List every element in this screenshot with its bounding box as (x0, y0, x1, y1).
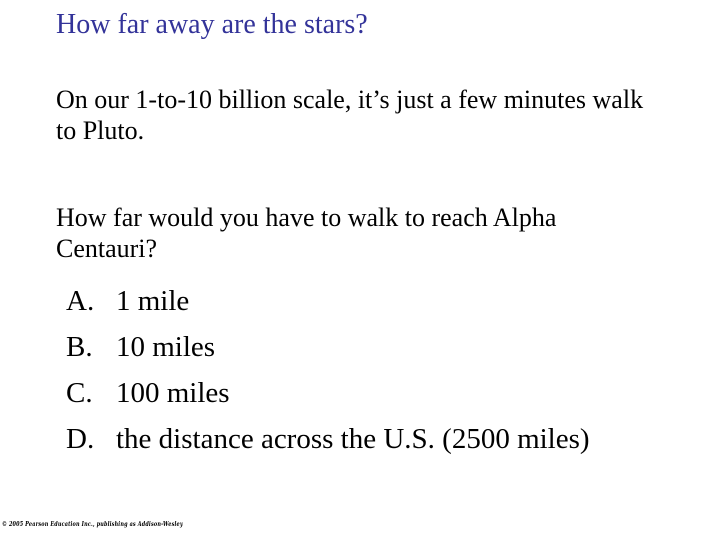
option-letter: B. (66, 331, 93, 363)
option-text: 100 miles (116, 377, 230, 409)
answer-option-d (66, 416, 590, 462)
option-text: 1 mile (116, 285, 190, 317)
option-letter: D. (66, 423, 95, 455)
option-text: the distance across the U.S. (2500 miles) (116, 423, 590, 455)
answer-option-c (66, 370, 590, 416)
answer-option-b (66, 324, 590, 370)
answer-options (66, 278, 590, 462)
option-text: 10 miles (116, 331, 216, 363)
question-paragraph: How far would you have to walk to reach Alpha Centauri? (56, 203, 557, 263)
option-letter: A. (66, 285, 95, 317)
intro-paragraph: On our 1-to-10 billion scale, it’s just a few minutes walk to Pluto. (56, 85, 644, 145)
option-letter: C. (66, 377, 93, 409)
slide-title: How far away are the stars? (56, 9, 368, 40)
copyright-notice: © 2005 Pearson Education Inc., publishing as Addison-Wesley (2, 521, 183, 528)
answer-option-a (66, 278, 590, 324)
